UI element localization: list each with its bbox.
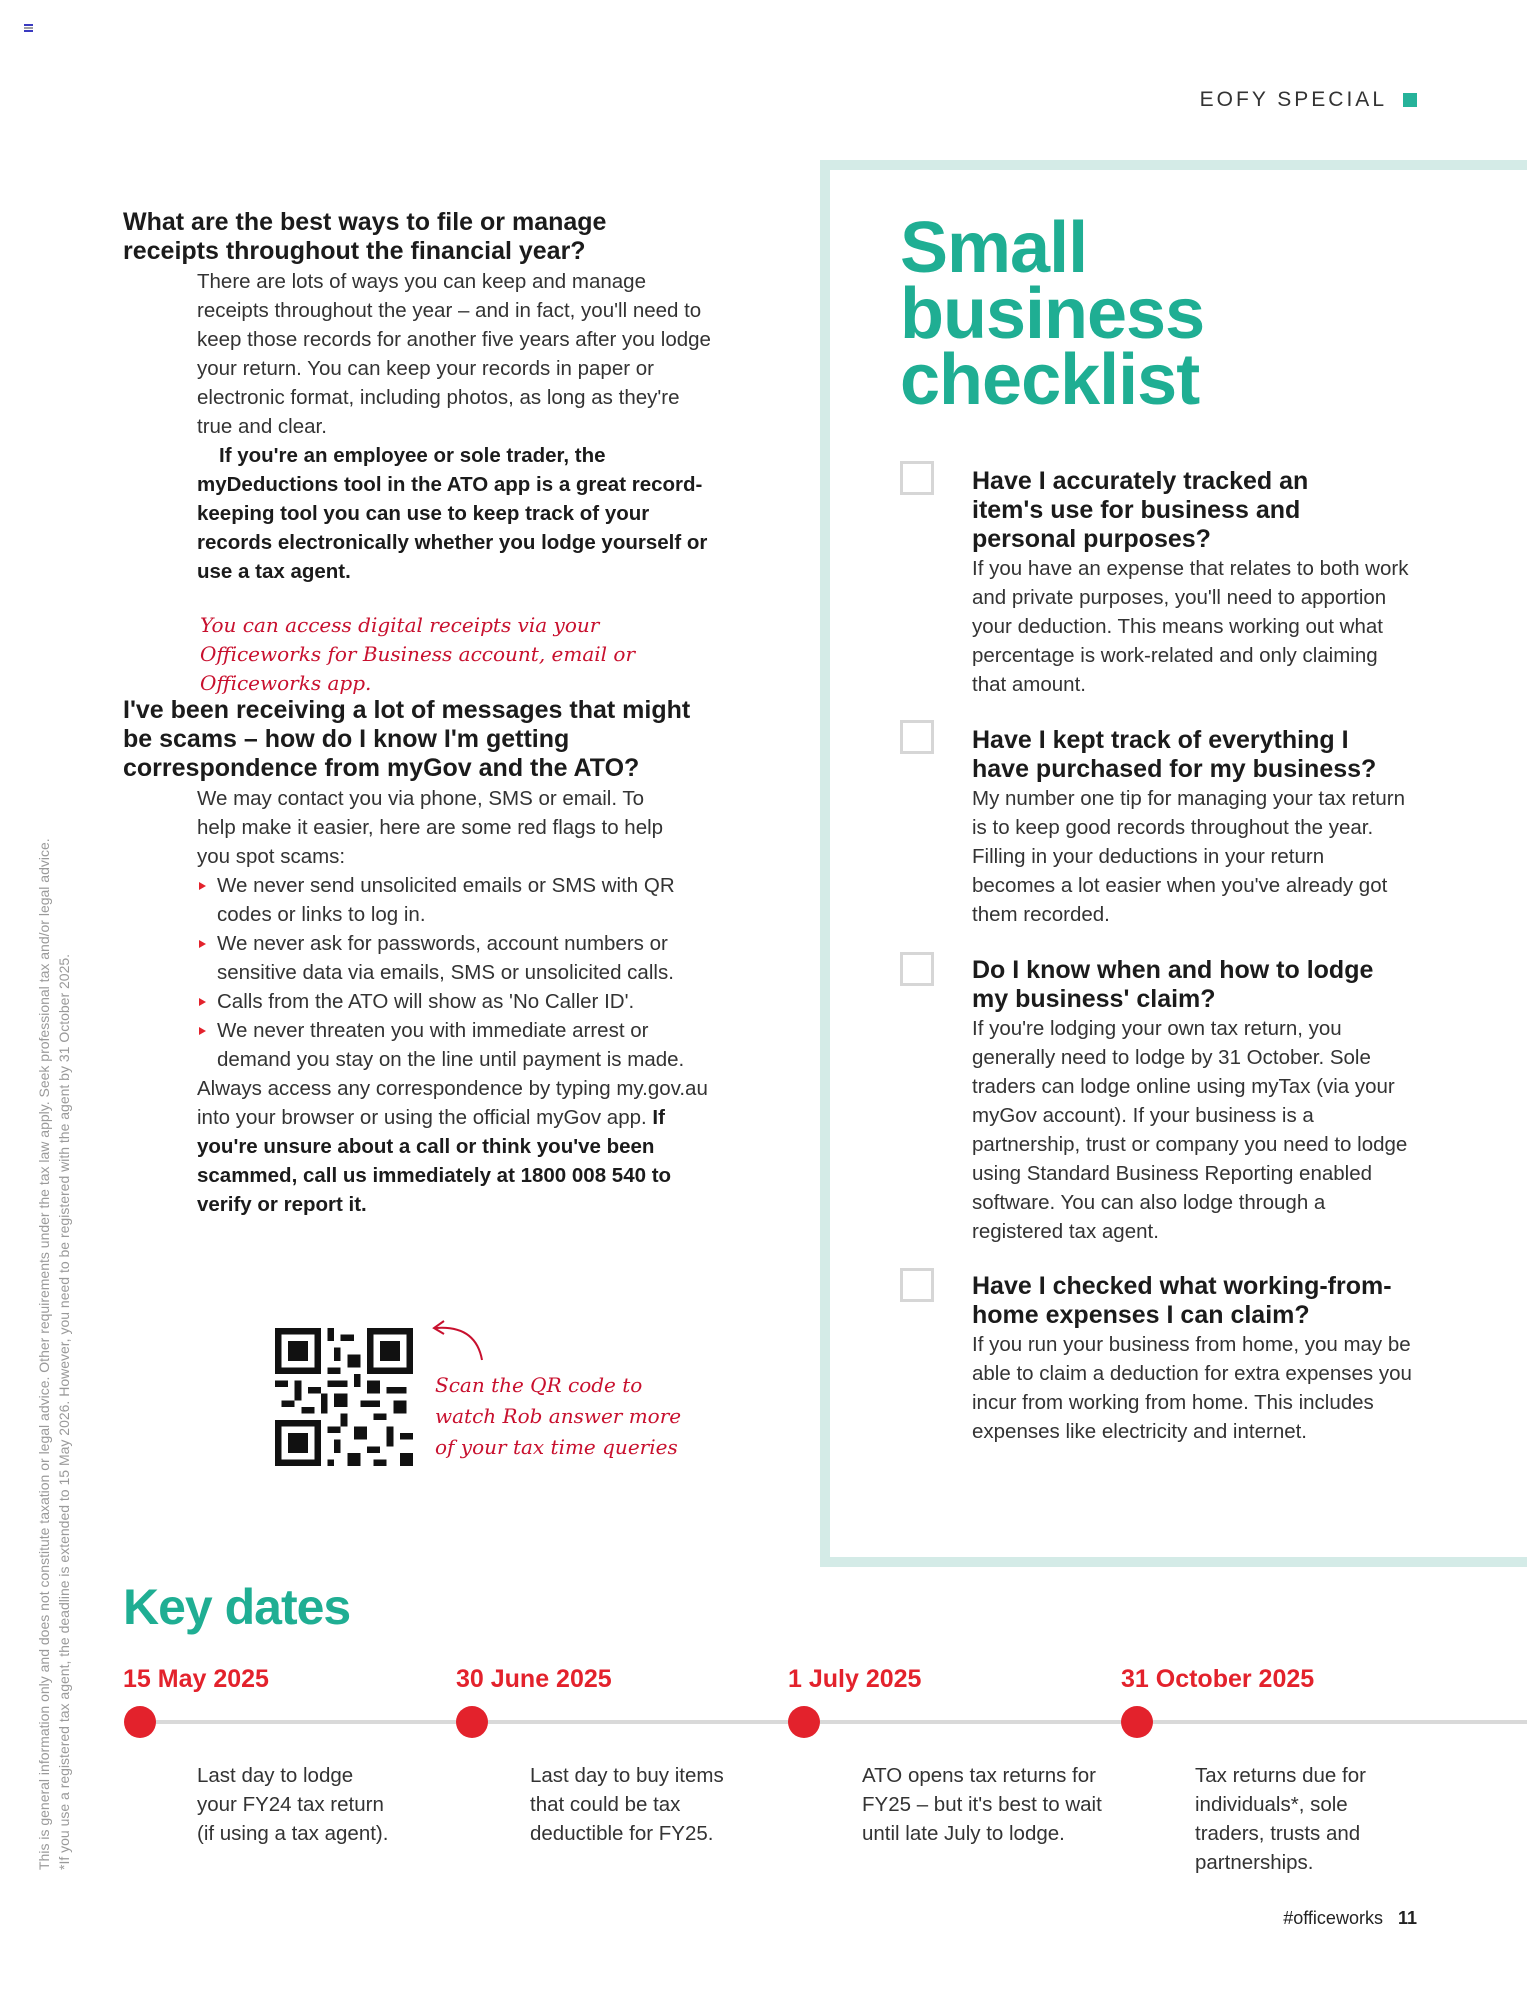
- checklist-item-heading: Have I accurately tracked an item's use for business and personal purposes?: [972, 467, 1309, 553]
- checkbox[interactable]: [900, 952, 934, 986]
- question-heading-scams: I've been receiving a lot of messages that might be scams – how do I know I'm getting correspondence from myGov and the ATO?: [123, 696, 691, 782]
- disclaimer-line: This is general information only and does not constitute taxation or legal advice. Other requirements under the tax law apply. Seek professional tax and/or legal advice.: [36, 838, 52, 1870]
- officeworks-note: You can access digital receipts via your Officeworks for Business account, email or Officeworks app.: [200, 613, 636, 695]
- corner-mark: [24, 24, 33, 33]
- legal-disclaimer: [34, 550, 74, 1870]
- timeline-dot: [124, 1706, 156, 1738]
- checklist-item-heading: Have I kept track of everything I have purchased for my business?: [972, 726, 1377, 783]
- checklist-title-line: Small: [900, 208, 1088, 288]
- scam-closing-text: Always access any correspondence by typing my.gov.au into your browser or using the official myGov app.: [197, 1077, 708, 1129]
- checklist-item-body: My number one tip for managing your tax return is to keep good records throughout the year. Filling in your deductions in your return becomes a lot easier when you've already got them recorded.: [972, 787, 1405, 926]
- qr-caption: Scan the QR code to watch Rob answer more of your tax time queries: [435, 1373, 682, 1459]
- checklist-item-body: If you're lodging your own tax return, you generally need to lodge by 31 October. Sole traders can lodge online using myTax (via your myGov account). If your business is a partnership, trust or company you need to lodge using Standard Business Reporting enabled software. You can also lodge through a registered tax agent.: [972, 1017, 1408, 1243]
- key-date-desc: Last day to lodge your FY24 tax return (if using a tax agent).: [197, 1764, 389, 1845]
- question-heading-receipts: What are the best ways to file or manage receipts throughout the financial year?: [123, 208, 607, 265]
- scam-intro: We may contact you via phone, SMS or email. To help make it easier, here are some red flags to help you spot scams:: [197, 787, 664, 868]
- checklist-item: [972, 1272, 1412, 1446]
- checklist-title-line: checklist: [900, 340, 1200, 420]
- timeline-dot: [456, 1706, 488, 1738]
- answer-paragraph: There are lots of ways you can keep and manage receipts throughout the year – and in fact, you'll need to keep those records for another five years after you lodge your return. You can keep your records in paper or electronic format, including photos, as long as they're true and clear.: [197, 270, 711, 438]
- teal-square-icon: [1403, 93, 1417, 107]
- curved-arrow-icon: [428, 1316, 488, 1366]
- red-flags-list: [197, 871, 717, 1074]
- checkbox[interactable]: [900, 720, 934, 754]
- key-date-desc: Tax returns due for individuals*, sole traders, trusts and partnerships.: [1195, 1764, 1366, 1874]
- checklist-item-heading: Do I know when and how to lodge my business' claim?: [972, 956, 1374, 1013]
- timeline-line: [140, 1720, 1527, 1724]
- qr-code-icon[interactable]: [275, 1328, 413, 1466]
- checklist-item: [972, 467, 1412, 699]
- answer-scams: [197, 784, 717, 1219]
- key-date-desc: Last day to buy items that could be tax deductible for FY25.: [530, 1764, 724, 1845]
- page-number: 11: [1397, 1908, 1417, 1928]
- list-item: We never ask for passwords, account numbers or sensitive data via emails, SMS or unsolicited calls.: [197, 929, 717, 987]
- key-date-label: 1 July 2025: [788, 1665, 922, 1693]
- checkbox[interactable]: [900, 461, 934, 495]
- answer-receipts: [197, 267, 717, 586]
- list-item: Calls from the ATO will show as 'No Caller ID'.: [197, 987, 717, 1016]
- section-tag: [1200, 88, 1417, 112]
- answer-bold-paragraph: If you're an employee or sole trader, the myDeductions tool in the ATO app is a great record-keeping tool you can use to keep track of your records electronically whether you lodge yourself or use a tax agent.: [197, 444, 708, 583]
- scam-closing-bold: If you're unsure about a call or think you've been scammed, call us immediately at 1800 008 540 to verify or report it.: [197, 1106, 672, 1216]
- list-item: We never threaten you with immediate arrest or demand you stay on the line until payment is made.: [197, 1016, 717, 1074]
- checkbox[interactable]: [900, 1268, 934, 1302]
- checklist-item-body: If you have an expense that relates to both work and private purposes, you'll need to apportion your deduction. This means working out what percentage is work-related and only claiming that amount.: [972, 557, 1409, 696]
- checklist-item: [972, 956, 1412, 1246]
- checklist-title: [900, 208, 1205, 420]
- scam-closing: [197, 1074, 717, 1219]
- checklist-title-line: business: [900, 274, 1205, 354]
- key-dates-title: Key dates: [123, 1579, 351, 1635]
- checklist-item-heading: Have I checked what working-from-home expenses I can claim?: [972, 1272, 1392, 1329]
- checklist-item: [972, 726, 1412, 929]
- timeline-dot: [788, 1706, 820, 1738]
- section-tag-label: EOFY SPECIAL: [1199, 88, 1387, 111]
- key-date-label: 30 June 2025: [456, 1665, 612, 1693]
- disclaimer-line: *If you use a registered tax agent, the deadline is extended to 15 May 2026. However, you need to be registered with the agent by 31 October 2025.: [56, 953, 72, 1870]
- checklist-item-body: If you run your business from home, you may be able to claim a deduction for extra expenses you incur from working from home. This includes expenses like electricity and internet.: [972, 1333, 1412, 1443]
- list-item: We never send unsolicited emails or SMS with QR codes or links to log in.: [197, 871, 717, 929]
- timeline-dot: [1121, 1706, 1153, 1738]
- key-date-label: 31 October 2025: [1121, 1665, 1315, 1693]
- key-date-label: 15 May 2025: [123, 1665, 269, 1693]
- page-footer: [1283, 1908, 1417, 1929]
- footer-hashtag: #officeworks: [1283, 1908, 1383, 1928]
- key-date-desc: ATO opens tax returns for FY25 – but it's best to wait until late July to lodge.: [862, 1764, 1102, 1845]
